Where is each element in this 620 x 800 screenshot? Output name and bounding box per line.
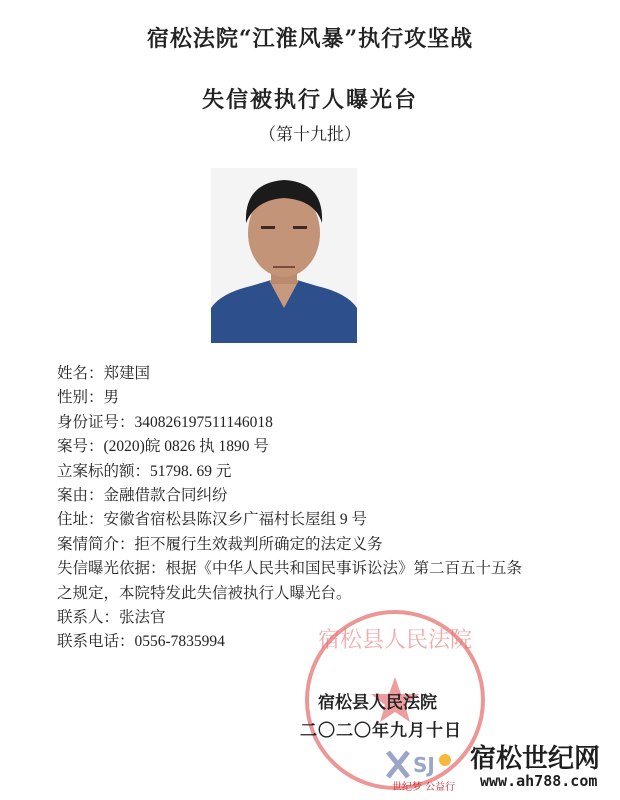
court-name: 宿松县人民法院 [318,693,437,713]
field-value: 拒不履行生效裁判所确定的法定义务 [134,535,383,553]
site-url[interactable]: www.ah788.com [480,772,598,790]
field-id-number [57,411,597,435]
field-label: 立案标的额： [57,462,151,480]
field-label: 案情简介： [57,535,135,553]
site-logo-caption: 世纪梦 公益行 [392,782,456,793]
site-name: 宿松世纪网 [470,744,601,774]
field-label: 联系人： [57,608,120,626]
field-case-summary [57,533,597,557]
field-label: 案号： [57,438,104,456]
page-subtitle: 失信被执行人曝光台 [201,87,418,113]
field-address [57,508,597,532]
field-value: 安徽省宿松县陈汉乡广福村长屋组 9 号 [103,511,368,529]
field-value: 之规定，本院特发此失信被执行人曝光台。 [57,584,352,602]
batch-label: （第十九批） [259,125,361,145]
field-legal-basis-cont [57,582,597,606]
field-gender [57,386,597,410]
field-label: 失信曝光依据： [57,560,166,578]
field-label: 性别： [57,389,104,407]
person-photo [211,168,357,343]
field-value: 郑建国 [103,365,151,382]
issue-date: 二〇二〇年九月十日 [300,721,462,741]
field-label: 姓名： [57,365,104,382]
field-amount [57,460,597,484]
field-legal-basis [57,557,597,581]
svg-text:宿松县人民法院: 宿松县人民法院 [317,628,473,653]
svg-text:SJ: SJ [413,753,435,777]
field-value: 340826197511146018 [134,413,273,431]
field-value: 张法官 [119,608,166,626]
field-value: 男 [103,389,120,407]
field-value: 0556-7835994 [134,633,225,651]
field-value: (2020)皖 0826 执 1890 号 [103,438,269,456]
field-label: 住址： [57,511,104,529]
field-case-number [57,435,597,459]
field-case-cause [57,484,597,508]
field-label: 联系电话： [57,633,135,651]
field-label: 案由： [57,486,104,504]
field-label: 身份证号： [57,413,135,431]
field-value: 根据《中华人民共和国民事诉讼法》第二百五十五条 [165,560,523,578]
page-title: 宿松法院“江淮风暴”执行攻坚战 [146,26,474,52]
field-name [57,362,597,386]
field-value: 金融借款合同纠纷 [103,486,228,504]
field-value: 51798. 69 元 [150,462,232,480]
